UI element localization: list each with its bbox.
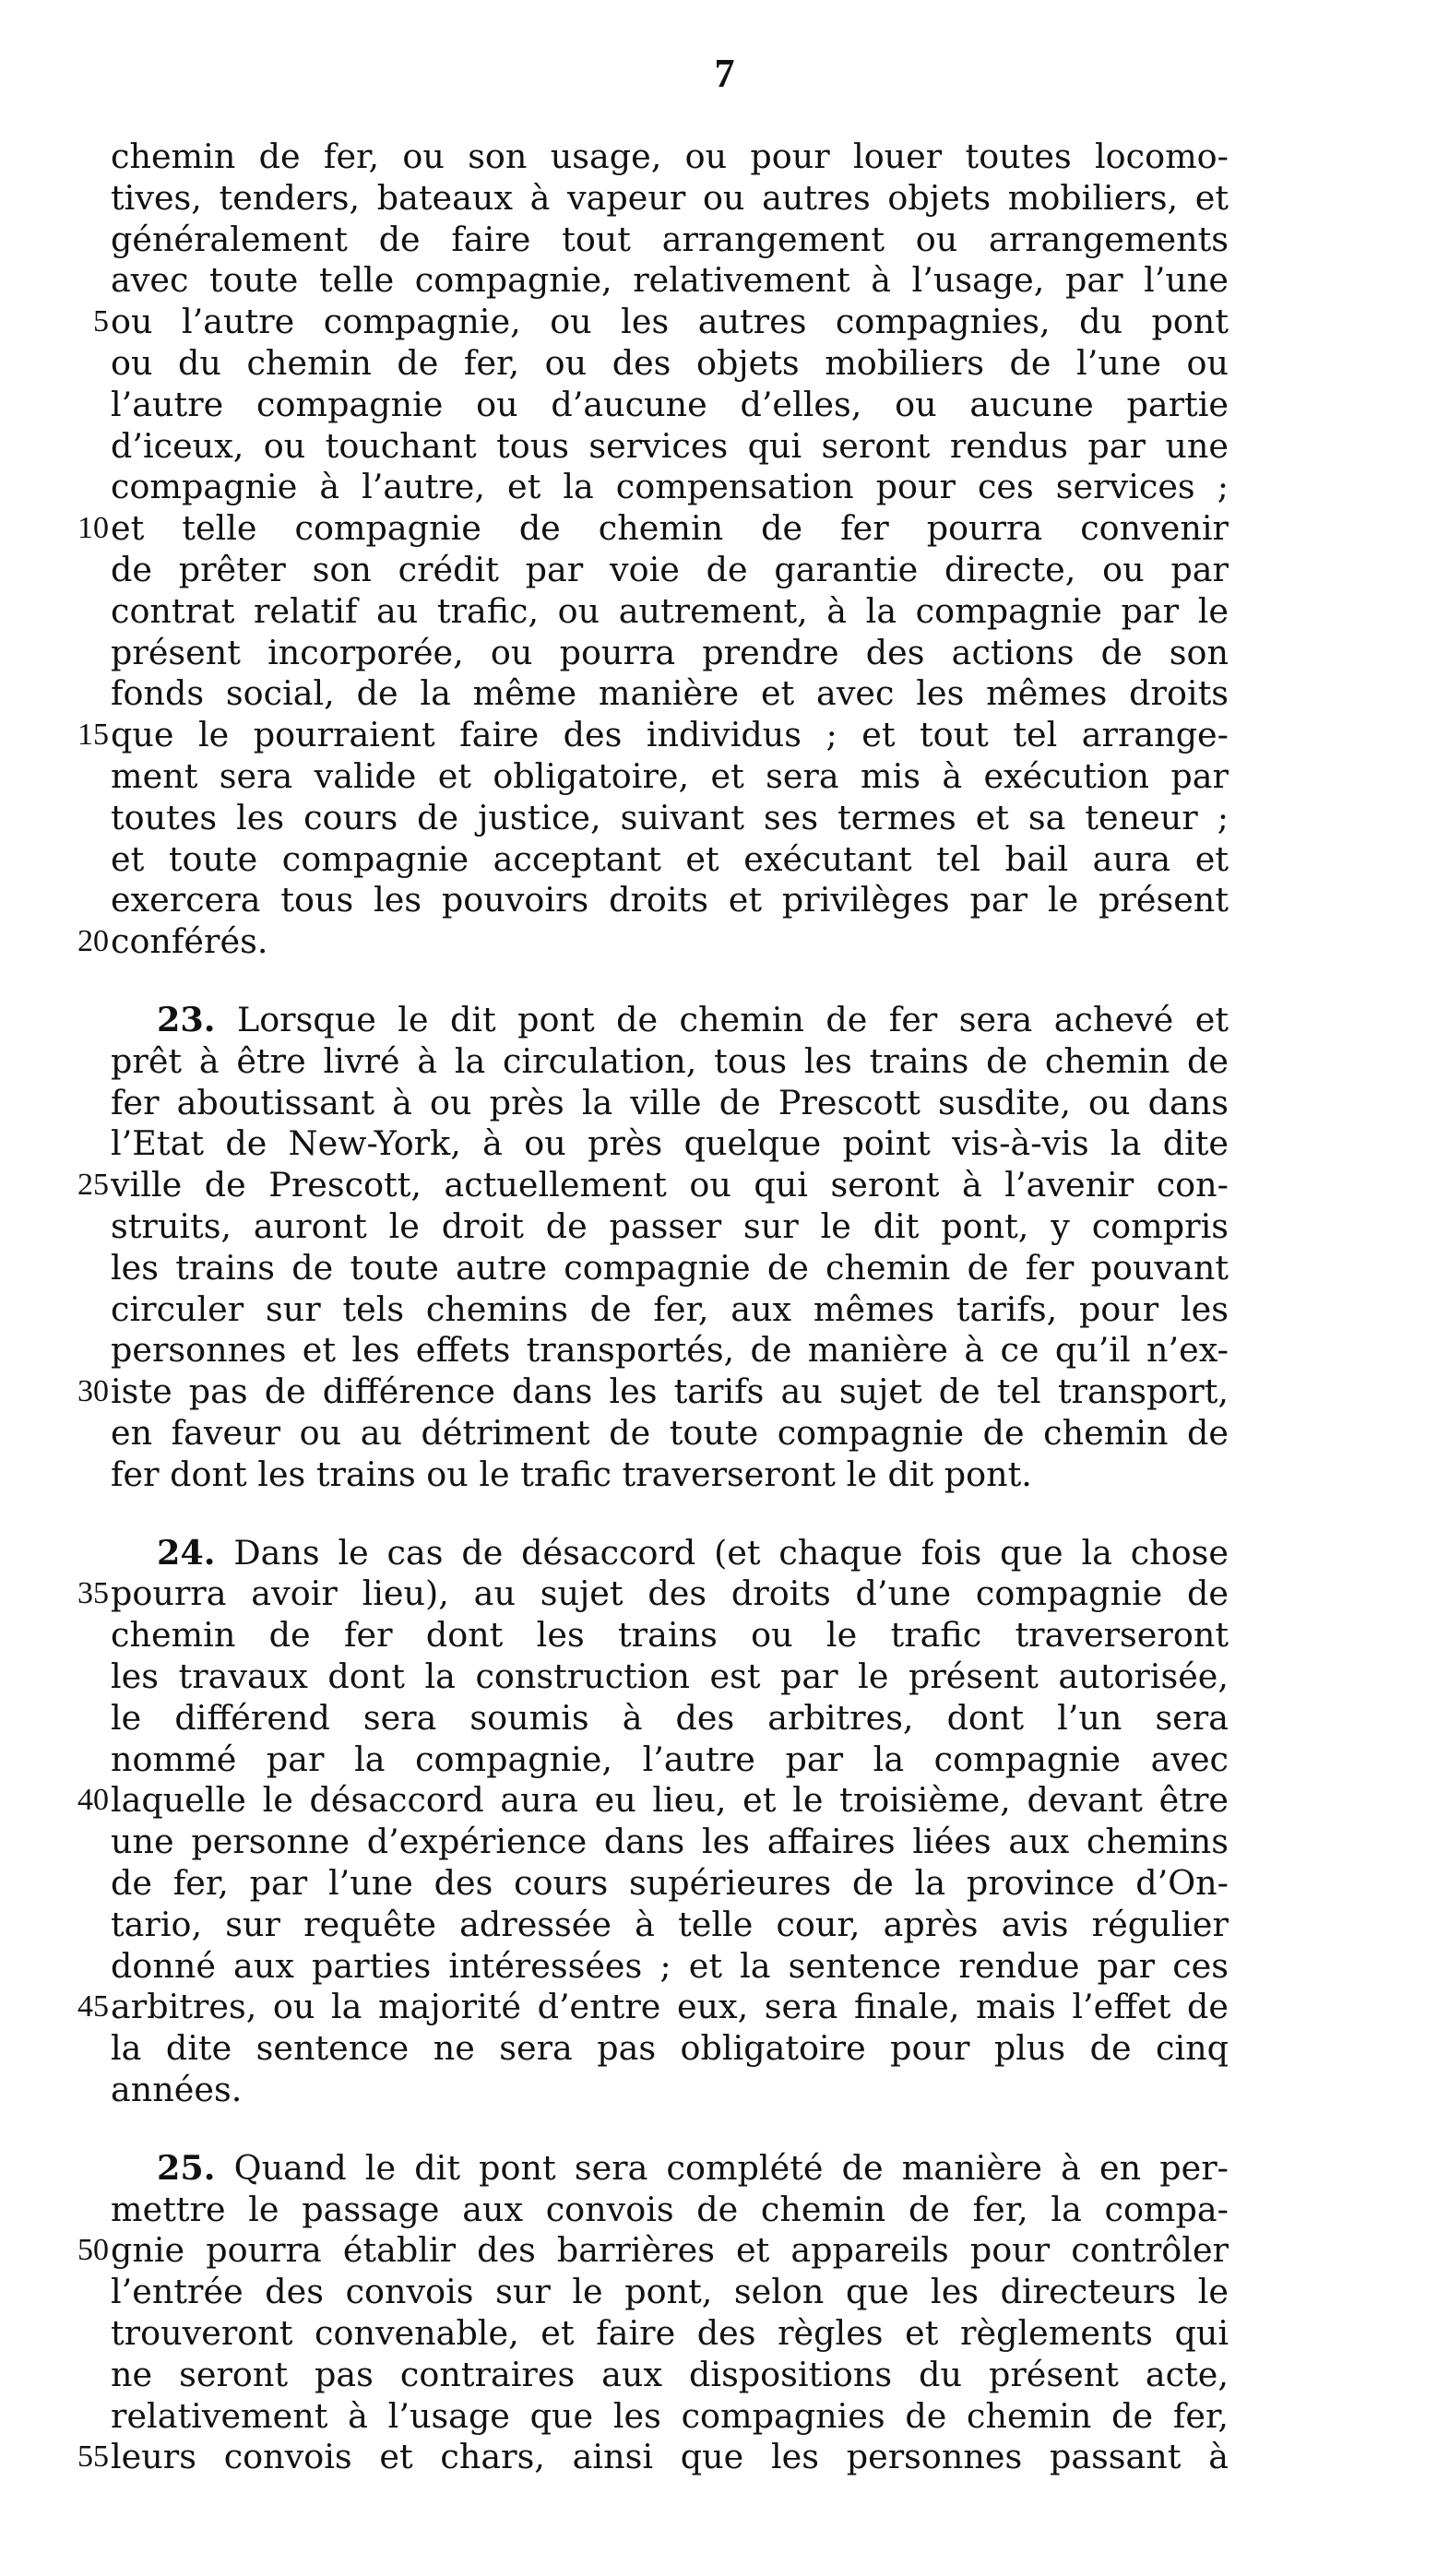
line-text: trouveront convenable, et faire des règles et règlements qui [111,2313,1229,2353]
line-number: 20 [77,924,109,958]
text-line [157,2148,1229,2189]
page-number: 7 [714,51,735,96]
line-text: généralement de faire tout arrangement ou arrangements [111,220,1229,259]
line-text: ne seront pas contraires aux dispositions du présent acte, [111,2355,1229,2394]
line-text: avec toute telle compagnie, relativement à l’usage, par l’une [111,260,1229,300]
line-text: de prêter son crédit par voie de garantie directe, ou par [111,550,1229,589]
text-line [111,1946,1229,1987]
line-number: 25 [77,1168,109,1202]
text-line [111,2230,1229,2271]
text-line [111,1123,1229,1164]
text-line [111,1863,1229,1904]
text-line [111,1041,1229,1082]
text-line [157,1000,1229,1040]
text-line [111,921,1229,962]
line-text: circuler sur tels chemins de fer, aux mêmes tarifs, pour les [111,1289,1229,1329]
line-text: une personne d’expérience dans les affaires liées aux chemins [111,1822,1229,1861]
line-text: tives, tenders, bateaux à vapeur ou autres objets mobiliers, et [111,178,1229,218]
text-line [111,756,1229,797]
line-text: compagnie à l’autre, et la compensation pour ces services ; [111,467,1229,506]
text-line [111,1573,1229,1614]
line-text: Quand le dit pont sera complété de manière à en per- [233,2148,1229,2188]
line-text: fer aboutissant à ou près la ville de Prescott susdite, ou dans [111,1083,1229,1122]
text-line [111,715,1229,755]
text-line [111,880,1229,920]
line-text: iste pas de différence dans les tarifs au sujet de tel transport, [111,1371,1229,1411]
line-number: 30 [77,1374,109,1408]
line-text: ville de Prescott, actuellement ou qui seront à l’avenir con- [111,1165,1229,1205]
text-line [111,1371,1229,1412]
text-line [111,839,1229,880]
text-line [111,550,1229,590]
text-line [111,1822,1229,1862]
line-text: chemin de fer, ou son usage, ou pour louer toutes locomo- [111,137,1229,176]
line-text: présent incorporée, ou pourra prendre des actions de son [111,633,1229,672]
line-text: fonds social, de la même manière et avec les mêmes droits [111,673,1229,713]
line-text: ou du chemin de fer, ou des objets mobiliers de l’une ou [111,343,1229,383]
line-text: relativement à l’usage que les compagnies de chemin de fer, [111,2396,1229,2436]
text-line [157,1533,1229,1573]
text-line [111,2396,1229,2437]
text-line [111,633,1229,673]
line-text: toutes les cours de justice, suivant ses termes et sa teneur ; [111,798,1229,837]
line-number: 5 [93,304,109,338]
text-line [111,2437,1229,2477]
text-line [111,1454,1229,1495]
text-line [111,673,1229,714]
text-line [111,1615,1229,1656]
line-text: la dite sentence ne sera pas obligatoire pour plus de cinq [111,2028,1229,2068]
line-text: les trains de toute autre compagnie de chemin de fer pouvant [111,1248,1229,1288]
text-line [111,1780,1229,1821]
text-line [111,1656,1229,1697]
text-line [111,1165,1229,1205]
line-text: donné aux parties intéressées ; et la sentence rendue par ces [111,1946,1229,1986]
text-line [111,1206,1229,1247]
text-line [111,260,1229,301]
line-number: 40 [77,1783,109,1817]
line-text: d’iceux, ou touchant tous services qui seront rendus par une [111,426,1229,466]
line-text: nommé par la compagnie, l’autre par la compagnie avec [111,1739,1229,1779]
text-line [111,2028,1229,2069]
text-line [111,591,1229,632]
line-text: l’autre compagnie ou d’aucune d’elles, ou aucune partie [111,385,1229,424]
text-line [111,2272,1229,2312]
text-line [111,220,1229,260]
text-line [111,2070,1229,2110]
text-line [111,426,1229,467]
text-line [111,1083,1229,1123]
section-number: 24. [157,1533,216,1573]
line-text: Lorsque le dit pont de chemin de fer sera achevé et [236,1000,1229,1039]
line-text: ment sera valide et obligatoire, et sera mis à exécution par [111,756,1229,796]
line-number: 15 [77,718,109,752]
line-text: exercera tous les pouvoirs droits et privilèges par le présent [111,880,1229,920]
line-text: struits, auront le droit de passer sur le dit pont, y compris [111,1206,1229,1246]
text-line [111,385,1229,425]
line-text: fer dont les trains ou le trafic traverseront le dit pont. [111,1454,1032,1494]
line-text: arbitres, ou la majorité d’entre eux, sera finale, mais l’effet de [111,1987,1229,2026]
line-text: leurs convois et chars, ainsi que les personnes passant à [111,2437,1229,2476]
line-text: en faveur ou au détriment de toute compagnie de chemin de [111,1413,1229,1453]
text-line [111,1289,1229,1330]
line-text: l’entrée des convois sur le pont, selon que les directeurs le [111,2272,1229,2311]
line-text: Dans le cas de désaccord (et chaque fois que la chose [233,1533,1229,1573]
text-line [111,302,1229,342]
text-line [111,2313,1229,2354]
text-line [111,2355,1229,2395]
line-text: l’Etat de New-York, à ou près quelque point vis-à-vis la dite [111,1123,1229,1163]
line-number: 55 [77,2439,109,2474]
line-text: ou l’autre compagnie, ou les autres compagnies, du pont [111,302,1229,341]
text-line [111,2190,1229,2230]
text-line [111,1739,1229,1780]
line-number: 35 [77,1576,109,1610]
text-line [111,343,1229,384]
line-text: prêt à être livré à la circulation, tous les trains de chemin de [111,1041,1229,1081]
text-line [111,508,1229,549]
text-line [111,1248,1229,1288]
line-text: le différend sera soumis à des arbitres, dont l’un sera [111,1698,1229,1738]
line-number: 50 [77,2233,109,2267]
section-number: 23. [157,1000,216,1039]
text-line [111,1330,1229,1371]
line-text: que le pourraient faire des individus ; et tout tel arrange- [111,715,1229,754]
line-text: et toute compagnie acceptant et exécutant tel bail aura et [111,839,1229,879]
line-text: et telle compagnie de chemin de fer pourra convenir [111,508,1229,548]
text-line [111,1987,1229,2027]
text-line [111,1413,1229,1454]
line-text: laquelle le désaccord aura eu lieu, et le troisième, devant être [111,1780,1229,1820]
line-text: années. [111,2070,243,2109]
section-number: 25. [157,2148,216,2188]
text-line [111,1698,1229,1739]
text-line [111,467,1229,507]
line-text: contrat relatif au trafic, ou autrement, à la compagnie par le [111,591,1229,631]
line-text: conférés. [111,921,268,961]
text-line [111,1905,1229,1945]
line-text: gnie pourra établir des barrières et appareils pour contrôler [111,2230,1229,2270]
text-line [111,178,1229,219]
line-number: 10 [77,511,109,545]
line-text: pourra avoir lieu), au sujet des droits d’une compagnie de [111,1573,1229,1613]
line-text: de fer, par l’une des cours supérieures de la province d’On- [111,1863,1229,1903]
line-text: les travaux dont la construction est par le présent autorisée, [111,1656,1229,1696]
text-line [111,137,1229,177]
line-text: mettre le passage aux convois de chemin de fer, la compa- [111,2190,1229,2229]
line-text: personnes et les effets transportés, de manière à ce qu’il n’ex- [111,1330,1229,1370]
text-line [111,798,1229,838]
line-text: tario, sur requête adressée à telle cour, après avis régulier [111,1905,1229,1944]
line-text: chemin de fer dont les trains ou le trafic traverseront [111,1615,1229,1655]
line-number: 45 [77,1989,109,2024]
